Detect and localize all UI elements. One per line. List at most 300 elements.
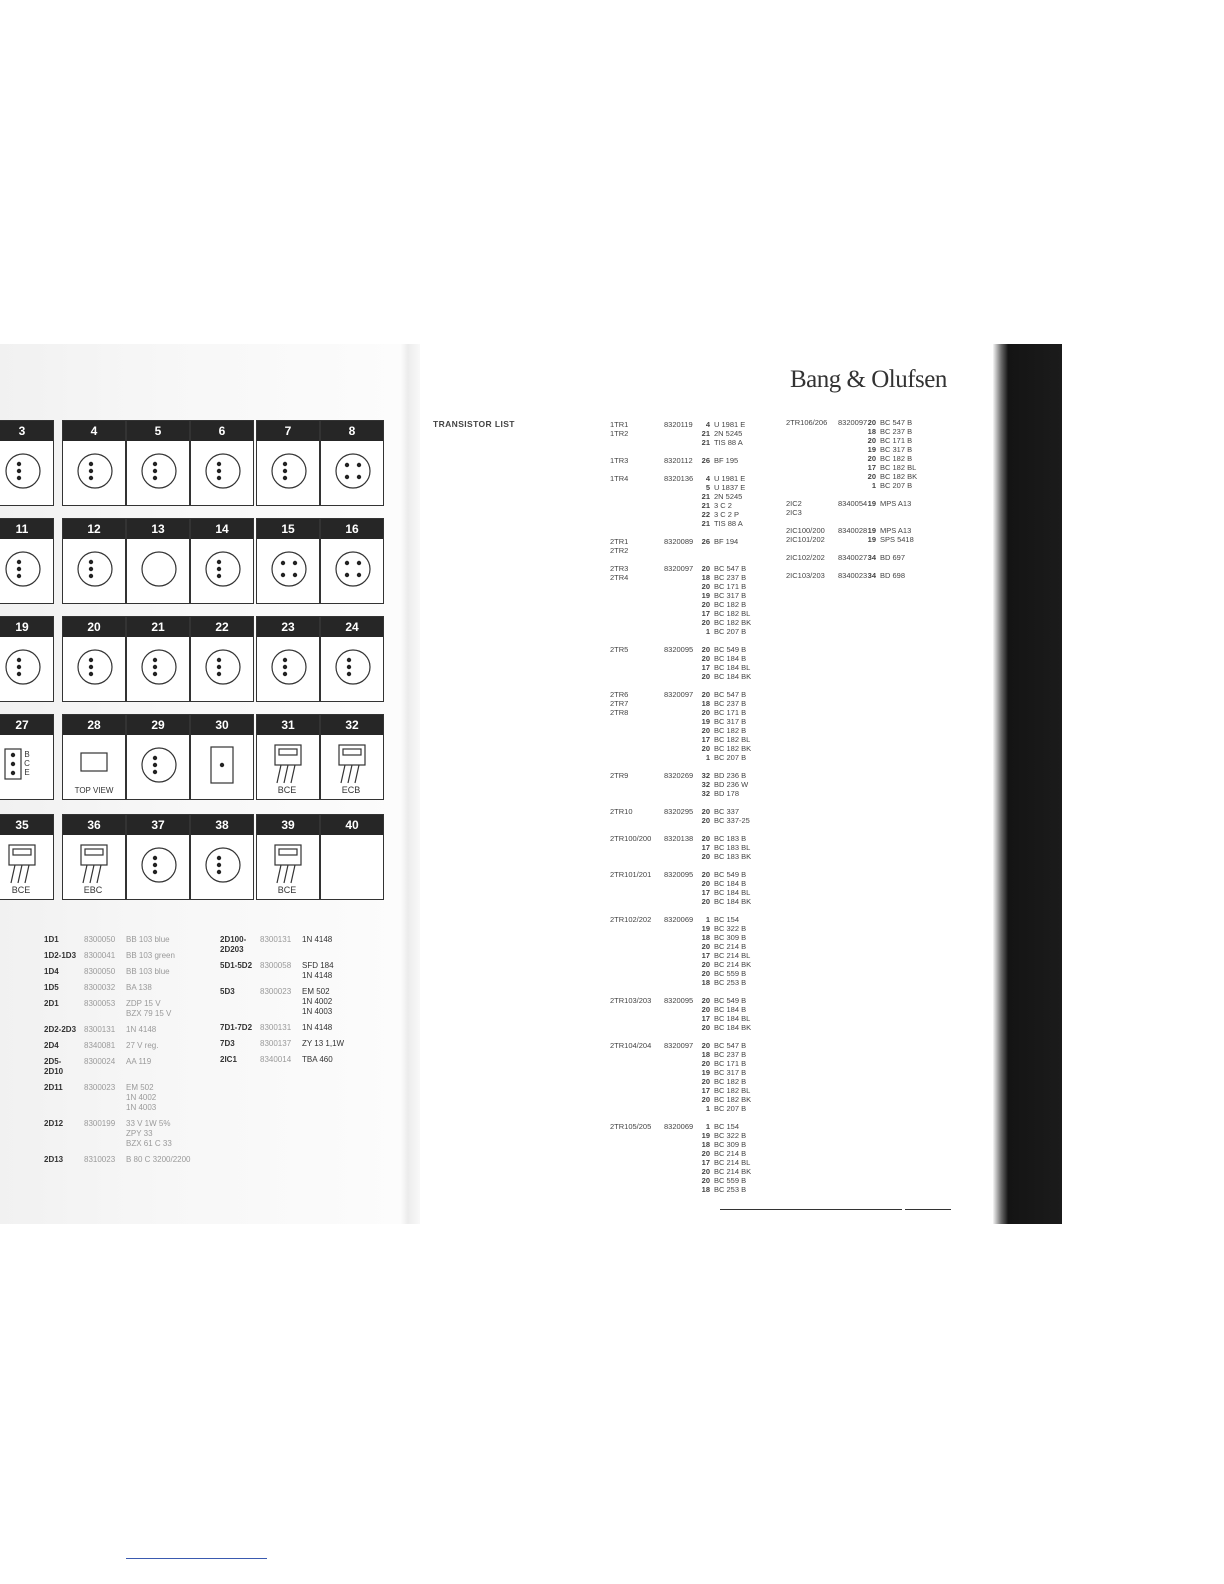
transistor-type: BC 171 B	[880, 436, 913, 445]
pin-dot	[293, 561, 297, 565]
transistor-type: BC 183 BL	[714, 843, 751, 852]
transistor-item	[696, 726, 746, 735]
package-cell	[0, 714, 54, 800]
package-ref: 21	[701, 501, 710, 510]
diode-type: B 80 C 3200/2200	[126, 1155, 191, 1164]
package-ref: 19	[701, 924, 710, 933]
transistor-item	[696, 492, 742, 501]
package-ref: 18	[701, 1185, 710, 1194]
package-cell	[256, 518, 320, 604]
package-ref: 21	[701, 438, 710, 447]
diode-ref: 2D11	[44, 1083, 63, 1092]
transistor-group	[610, 807, 800, 825]
diode-code: 8310023	[84, 1155, 116, 1164]
transistor-type: BC 182 BK	[714, 618, 752, 627]
package-ref: 18	[701, 573, 710, 582]
package-outline	[206, 848, 240, 882]
transistor-type: BC 182 B	[714, 1077, 747, 1086]
package-drawing	[63, 835, 125, 899]
pin-dot	[217, 672, 221, 676]
pin-dot	[17, 658, 21, 662]
transistor-item	[862, 499, 911, 508]
package-ref: 17	[701, 1158, 710, 1167]
pin-dot	[293, 573, 297, 577]
transistor-item	[696, 1140, 746, 1149]
package-number: 38	[215, 818, 229, 832]
package-drawing	[257, 835, 319, 899]
transistor-item	[696, 897, 751, 906]
package-ref: 32	[701, 789, 710, 798]
package-cell	[320, 616, 384, 702]
transistor-item	[696, 537, 738, 546]
transistor-type: BC 184 BK	[714, 672, 752, 681]
transistor-type: BC 322 B	[714, 1131, 747, 1140]
package-outline	[78, 454, 112, 488]
diode-type: 1N 4148	[302, 935, 333, 944]
package-ref: 32	[701, 771, 710, 780]
transistor-group	[610, 456, 800, 465]
transistor-type: TIS 88 A	[714, 438, 743, 447]
package-drawing	[191, 441, 253, 505]
package-cell	[320, 714, 384, 800]
package-outline	[336, 552, 370, 586]
package-number: 28	[87, 718, 101, 732]
transistor-item	[696, 1059, 746, 1068]
package-drawing	[321, 735, 383, 799]
transistor-type: 3 C 2	[714, 501, 732, 510]
transistor-item	[862, 472, 917, 481]
transistor-type: BC 184 BL	[714, 1014, 751, 1023]
transistor-type: BC 253 B	[714, 1185, 747, 1194]
package-cell	[62, 420, 126, 506]
pin-dot	[17, 574, 21, 578]
diode-ref: 2D5- 2D10	[44, 1057, 64, 1076]
diode-ref: 1D1	[44, 935, 59, 944]
transistor-item	[696, 942, 746, 951]
diode-type: ZDP 15 V BZX 79 15 V	[126, 999, 172, 1018]
package-cell	[126, 814, 190, 900]
package-outline	[336, 650, 370, 684]
pin-dot	[11, 753, 15, 757]
diode-type: AA 119	[126, 1057, 152, 1066]
diode-code: 8340014	[260, 1055, 292, 1064]
transistor-type: BC 182 BK	[714, 744, 752, 753]
transistor-item	[696, 429, 742, 438]
transistor-item	[696, 780, 748, 789]
package-drawing	[321, 637, 383, 701]
transistor-type: BC 253 B	[714, 978, 747, 987]
diode-code: 8300041	[84, 951, 116, 960]
package-cell	[256, 714, 320, 800]
transistor-type: SPS 5418	[880, 535, 914, 544]
transistor-item	[696, 807, 739, 816]
package-ref: 20	[701, 582, 710, 591]
package-ref: 20	[701, 564, 710, 573]
transistor-type: BC 309 B	[714, 933, 747, 942]
transistor-type: BC 171 B	[714, 582, 747, 591]
transistor-item	[696, 951, 750, 960]
pin-dot	[89, 469, 93, 473]
transistor-ref: 2TR10	[610, 807, 633, 816]
transistor-type: BC 183 BK	[714, 852, 752, 861]
package-outline	[206, 454, 240, 488]
transistor-type: BC 154	[714, 1122, 740, 1131]
package-number: 7	[284, 424, 292, 438]
package-drawing	[127, 539, 189, 603]
package-number: 6	[218, 424, 226, 438]
package-drawing	[127, 637, 189, 701]
transistor-item	[696, 1086, 750, 1095]
package-ref: 19	[867, 535, 876, 544]
diode-code: 8300058	[260, 961, 292, 970]
transistor-code: 8320097	[664, 690, 694, 699]
pin-dot	[217, 856, 221, 860]
package-drawing	[127, 441, 189, 505]
transistor-type: 2N 5245	[714, 429, 743, 438]
transistor-item	[696, 618, 751, 627]
transistor-type: BC 184 BL	[714, 663, 751, 672]
package-cell	[0, 814, 54, 900]
package-lead	[11, 865, 15, 883]
pin-dot	[281, 573, 285, 577]
package-cell	[190, 814, 254, 900]
package-ref: 20	[701, 1167, 710, 1176]
package-lead	[90, 865, 94, 883]
package-outline	[6, 454, 40, 488]
pin-dot	[153, 658, 157, 662]
package-ref: 20	[867, 472, 876, 481]
package-number: 8	[348, 424, 356, 438]
package-outline	[78, 552, 112, 586]
diode-ref: 2D2-2D3	[44, 1025, 77, 1034]
diode-type: 33 V 1W 5% ZPY 33 BZX 61 C 33	[126, 1119, 172, 1148]
transistor-item	[696, 1176, 746, 1185]
package-drawing	[0, 637, 53, 701]
package-ref: 18	[701, 699, 710, 708]
transistor-code: 8320097	[664, 564, 694, 573]
package-ref: 20	[867, 418, 876, 427]
pin-dot	[17, 665, 21, 669]
pin-dot	[217, 870, 221, 874]
package-lead	[25, 865, 29, 883]
pin-dot	[89, 658, 93, 662]
package-ref: 20	[701, 618, 710, 627]
transistor-type: BC 207 B	[880, 481, 913, 490]
package-ref: 20	[701, 1023, 710, 1032]
package-ref: 20	[701, 852, 710, 861]
transistor-code: 8320095	[664, 996, 694, 1005]
package-cell	[320, 518, 384, 604]
transistor-item	[696, 1005, 746, 1014]
transistor-item	[696, 672, 751, 681]
transistor-type: BC 317 B	[714, 717, 747, 726]
transistor-code: 8320089	[664, 537, 694, 546]
package-number: 32	[345, 718, 359, 732]
diode-type: EM 502 1N 4002 1N 4003	[126, 1083, 157, 1112]
package-number: 21	[151, 620, 165, 634]
package-drawing	[63, 441, 125, 505]
package-ref: 1	[705, 1122, 710, 1131]
package-drawing	[191, 835, 253, 899]
package-outline	[343, 749, 361, 755]
package-drawing	[0, 539, 53, 603]
package-number: 22	[215, 620, 229, 634]
transistor-type: BC 547 B	[714, 690, 747, 699]
transistor-item	[696, 1158, 750, 1167]
transistor-item	[696, 1104, 746, 1113]
pin-dot	[217, 469, 221, 473]
package-ref: 18	[701, 1050, 710, 1059]
diode-ref: 2D100- 2D203	[220, 935, 247, 954]
transistor-item	[696, 1122, 739, 1131]
diode-type: 27 V reg.	[126, 1041, 159, 1050]
transistor-item	[696, 717, 746, 726]
package-ref: 32	[701, 780, 710, 789]
package-number: 35	[15, 818, 29, 832]
pin-dot	[283, 469, 287, 473]
pin-dot	[11, 762, 15, 766]
transistor-item	[696, 1185, 746, 1194]
transistor-type: BC 214 B	[714, 942, 747, 951]
diode-type: BA 138	[126, 983, 152, 992]
transistor-code: 8320138	[664, 834, 694, 843]
package-pin-label: BCE	[277, 785, 297, 795]
package-ref: 20	[701, 1095, 710, 1104]
package-number: 30	[215, 718, 229, 732]
transistor-item	[696, 969, 746, 978]
transistor-ref: 2TR101/201	[610, 870, 652, 879]
transistor-ref: 2TR102/202	[610, 915, 652, 924]
diode-type: BB 103 blue	[126, 935, 170, 944]
package-cell	[190, 714, 254, 800]
diode-ref: 2D4	[44, 1041, 59, 1050]
package-cell	[0, 420, 54, 506]
binder-spine	[993, 344, 1062, 1224]
transistor-ref: 2IC103/203	[786, 571, 825, 580]
package-ref: 1	[705, 1104, 710, 1113]
package-lead	[284, 765, 288, 783]
package-ref: 20	[701, 807, 710, 816]
package-drawing	[321, 835, 383, 899]
diode-code: 8300131	[260, 935, 292, 944]
transistor-code: 8320069	[664, 915, 694, 924]
transistor-item	[862, 445, 912, 454]
transistor-group	[786, 526, 976, 544]
transistor-code: 8320095	[664, 870, 694, 879]
transistor-group	[610, 870, 800, 906]
package-cell	[0, 518, 54, 604]
pin-dot	[89, 672, 93, 676]
transistor-code: 8320119	[664, 420, 693, 429]
package-ref: 20	[701, 744, 710, 753]
package-number: 13	[151, 522, 165, 536]
package-drawing	[127, 735, 189, 799]
transistor-type: BC 322 B	[714, 924, 747, 933]
package-drawing	[63, 637, 125, 701]
transistor-group	[786, 571, 976, 580]
transistor-item	[696, 1167, 751, 1176]
transistor-type: BF 194	[714, 537, 739, 546]
scanned-page	[0, 344, 1062, 1224]
package-ref: 20	[701, 645, 710, 654]
transistor-item	[862, 463, 916, 472]
package-outline	[13, 849, 31, 855]
transistor-type: BC 182 BL	[880, 463, 917, 472]
diode-code: 8300023	[84, 1083, 116, 1092]
transistor-item	[696, 1068, 746, 1077]
package-outline	[6, 552, 40, 586]
diode-code: 8300023	[260, 987, 292, 996]
transistor-item	[696, 1014, 750, 1023]
package-drawing	[257, 735, 319, 799]
transistor-group	[610, 834, 800, 861]
transistor-type: U 1981 E	[714, 474, 746, 483]
transistor-type: BC 317 B	[714, 1068, 747, 1077]
pin-dot	[347, 658, 351, 662]
transistor-type: 2N 5245	[714, 492, 743, 501]
pin-dot	[11, 771, 15, 775]
transistor-type: BC 214 BK	[714, 960, 752, 969]
diode-type: ZY 13 1,1W	[302, 1039, 345, 1048]
package-outline	[279, 849, 297, 855]
diode-code: 8300131	[260, 1023, 292, 1032]
transistor-item	[862, 436, 912, 445]
package-lead	[291, 765, 295, 783]
diode-type: 1N 4148	[126, 1025, 157, 1034]
transistor-type: BF 195	[714, 456, 739, 465]
transistor-group	[786, 418, 976, 490]
package-ref: 20	[701, 834, 710, 843]
transistor-type: BC 182 B	[714, 726, 747, 735]
package-drawing	[321, 539, 383, 603]
transistor-item	[696, 690, 746, 699]
diode-type: TBA 460	[302, 1055, 333, 1064]
package-number: 31	[281, 718, 295, 732]
package-ref: 22	[701, 510, 710, 519]
package-ref: 18	[867, 427, 876, 436]
transistor-item	[862, 481, 912, 490]
transistor-item	[696, 933, 746, 942]
package-outline	[142, 650, 176, 684]
transistor-type: BC 207 B	[714, 753, 747, 762]
pin-dot	[217, 560, 221, 564]
transistor-type: BC 549 B	[714, 870, 747, 879]
pin-dot	[17, 462, 21, 466]
package-number: 12	[87, 522, 101, 536]
package-ref: 19	[701, 1131, 710, 1140]
pin-dot	[283, 672, 287, 676]
package-ref: 17	[701, 735, 710, 744]
package-ref: 20	[701, 600, 710, 609]
package-ref: 20	[701, 897, 710, 906]
pin-dot	[345, 475, 349, 479]
transistor-group	[610, 1122, 800, 1194]
transistor-code: 8340028	[838, 526, 868, 535]
package-outline	[6, 650, 40, 684]
package-drawing	[0, 441, 53, 505]
pin-dot	[17, 567, 21, 571]
pin-dot	[283, 658, 287, 662]
transistor-type: BC 184 BK	[714, 1023, 752, 1032]
diode-type: BB 103 green	[126, 951, 175, 960]
transistor-ref: 2TR1 2TR2	[610, 537, 629, 555]
transistor-type: BC 171 B	[714, 708, 747, 717]
package-number: 20	[87, 620, 101, 634]
transistor-group	[610, 915, 800, 987]
transistor-type: BC 214 BL	[714, 1158, 751, 1167]
transistor-code: 8320095	[664, 645, 694, 654]
diode-code: 8300032	[84, 983, 116, 992]
package-label: E	[24, 768, 30, 777]
package-cell	[62, 616, 126, 702]
package-ref: 34	[867, 553, 876, 562]
package-drawing	[321, 441, 383, 505]
diode-code: 8340081	[84, 1041, 116, 1050]
package-number: 3	[18, 424, 26, 438]
transistor-item	[862, 535, 914, 544]
package-ref: 20	[701, 672, 710, 681]
diode-type: 1N 4148	[302, 1023, 333, 1032]
transistor-item	[696, 888, 750, 897]
transistor-type: BC 207 B	[714, 1104, 747, 1113]
package-ref: 21	[701, 519, 710, 528]
diode-ref: 2IC1	[220, 1055, 237, 1064]
transistor-type: BC 184 BK	[714, 897, 752, 906]
transistor-item	[696, 771, 746, 780]
transistor-item	[696, 753, 746, 762]
package-ref: 20	[701, 870, 710, 879]
transistor-ref: 2TR105/205	[610, 1122, 652, 1131]
transistor-item	[862, 454, 912, 463]
transistor-group	[610, 1041, 800, 1113]
package-ref: 1	[871, 481, 876, 490]
package-ref: 17	[701, 1014, 710, 1023]
transistor-item	[696, 438, 743, 447]
package-ref: 20	[701, 1149, 710, 1158]
transistor-item	[696, 645, 746, 654]
transistor-code: 8320097	[664, 1041, 694, 1050]
package-label: C	[24, 759, 30, 768]
transistor-group	[610, 474, 800, 528]
transistor-code: 8320269	[664, 771, 694, 780]
pin-dot	[153, 476, 157, 480]
transistor-type: BC 184 B	[714, 654, 747, 663]
package-ref: 19	[701, 591, 710, 600]
package-drawing	[257, 539, 319, 603]
transistor-ref: 2TR106/206	[786, 418, 828, 427]
transistor-type: BC 237 B	[714, 699, 747, 708]
pin-dot	[17, 560, 21, 564]
pin-dot	[217, 462, 221, 466]
package-cell	[0, 616, 54, 702]
transistor-code: 8340023	[838, 571, 868, 580]
diode-type: SFD 184 1N 4148	[302, 961, 334, 980]
bottom-rule	[720, 1209, 902, 1210]
package-number: 23	[281, 620, 295, 634]
package-number: 19	[15, 620, 29, 634]
transistor-item	[696, 1095, 751, 1104]
transistor-item	[696, 582, 746, 591]
transistor-type: BC 182 B	[880, 454, 913, 463]
transistor-type: BC 547 B	[714, 1041, 747, 1050]
package-cell	[126, 420, 190, 506]
package-drawing	[191, 637, 253, 701]
transistor-item	[696, 1041, 746, 1050]
transistor-type: BC 182 BL	[714, 735, 751, 744]
transistor-type: BC 184 B	[714, 1005, 747, 1014]
transistor-type: BC 317 B	[880, 445, 913, 454]
package-cell	[62, 714, 126, 800]
